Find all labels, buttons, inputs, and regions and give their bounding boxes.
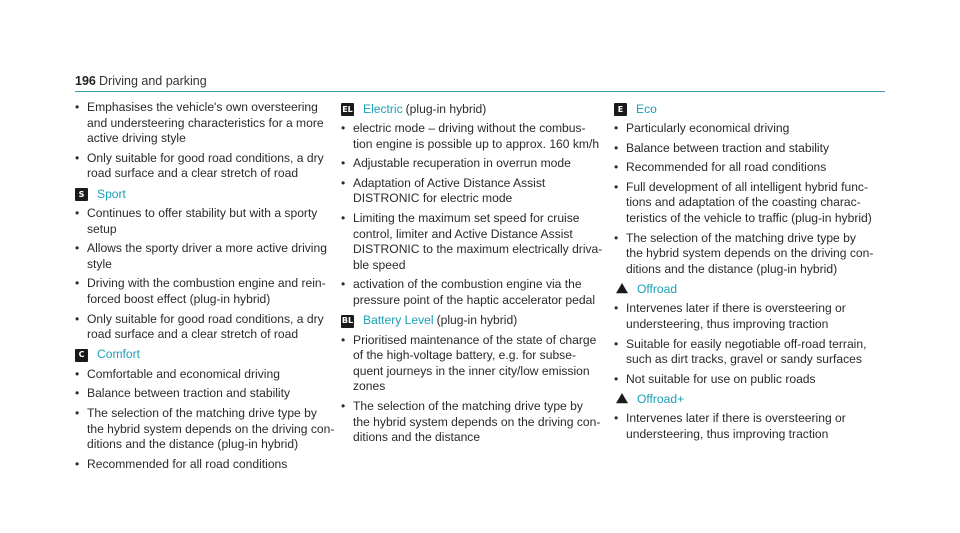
sport-mode-icon: S — [75, 188, 88, 201]
electric-mode-icon: EL — [341, 103, 354, 116]
mode-name: Sport — [97, 186, 126, 201]
column-3 — [614, 100, 876, 447]
list-item: • Intervenes later if there is oversteering or understeering, thus improving traction — [614, 301, 876, 332]
mode-heading-offroad-plus — [614, 391, 876, 408]
mode-heading-electric — [341, 101, 603, 118]
list-item: • Limiting the maximum set speed for cruise control, limiter and Active Distance Assist DISTRONIC to the maximum electrically driva-ble speed — [341, 211, 603, 273]
header-rule — [75, 91, 885, 92]
list-item: • Comfortable and economical driving — [75, 367, 337, 383]
list-item: • Continues to offer stability but with a sporty setup — [75, 206, 337, 237]
list-item: • electric mode – driving without the combus-tion engine is possible up to approx. 160 km/h — [341, 121, 603, 152]
list-item: • Driving with the combustion engine and rein-forced boost effect (plug-in hybrid) — [75, 276, 337, 307]
sport-list — [75, 206, 337, 343]
intro-list — [75, 100, 337, 182]
list-item: • Recommended for all road conditions — [75, 457, 337, 473]
mode-name: Electric — [363, 101, 403, 116]
mode-suffix: (plug-in hybrid) — [405, 101, 487, 116]
list-item: • activation of the combustion engine via the pressure point of the haptic accelerator pedal — [341, 277, 603, 308]
list-item: • Full development of all intelligent hybrid func-tions and adaptation of the coasting charac-teristics of the vehicle to traffic (plug-in hybrid) — [614, 180, 876, 227]
mode-heading-eco — [614, 101, 876, 118]
section-title: Driving and parking — [99, 74, 207, 88]
list-item: • Balance between traction and stability — [75, 386, 337, 402]
mode-name: Eco — [636, 101, 657, 116]
mode-heading-comfort — [75, 347, 337, 364]
list-item: • Only suitable for good road conditions, a dry road surface and a clear stretch of road — [75, 312, 337, 343]
mode-name: Comfort — [97, 347, 141, 362]
mode-name: Battery Level — [363, 313, 434, 328]
list-item: • Suitable for easily negotiable off-road terrain, such as dirt tracks, gravel or sandy surfaces — [614, 337, 876, 368]
column-2 — [341, 100, 603, 450]
list-item: • Balance between traction and stability — [614, 141, 876, 157]
offroad-mode-icon: ⛰ — [616, 281, 628, 298]
page-header — [75, 72, 885, 92]
list-item: • Adaptation of Active Distance Assist DISTRONIC for electric mode — [341, 176, 603, 207]
mode-heading-battery — [341, 313, 603, 330]
list-item: • Adjustable recuperation in overrun mode — [341, 156, 603, 172]
eco-list — [614, 121, 876, 277]
column-1 — [75, 100, 337, 476]
mode-suffix: (plug-in hybrid) — [436, 313, 518, 328]
page-number: 196 — [75, 74, 96, 88]
list-item: • Emphasises the vehicle's own oversteering and understeering characteristics for a more active driving style — [75, 100, 337, 147]
list-item: • The selection of the matching drive type by the hybrid system depends on the driving con-ditions and the distance — [341, 399, 603, 446]
list-item: • Allows the sporty driver a more active driving style — [75, 241, 337, 272]
list-item: • Not suitable for use on public roads — [614, 372, 876, 388]
offroad-plus-mode-icon: ⛰ — [616, 391, 628, 408]
comfort-list — [75, 367, 337, 473]
list-item: • Particularly economical driving — [614, 121, 876, 137]
battery-level-mode-icon: BL — [341, 315, 354, 328]
list-item: • Intervenes later if there is oversteering or understeering, thus improving traction — [614, 411, 876, 442]
mode-name: Offroad+ — [637, 392, 685, 407]
comfort-mode-icon: C — [75, 349, 88, 362]
offroad-plus-list — [614, 411, 876, 442]
list-item: • The selection of the matching drive type by the hybrid system depends on the driving con-ditions and the distance (plug-in hybrid) — [614, 231, 876, 278]
list-item: • Recommended for all road conditions — [614, 160, 876, 176]
battery-list — [341, 333, 603, 446]
electric-list — [341, 121, 603, 309]
list-item: • Prioritised maintenance of the state of charge of the high-voltage battery, e.g. for subse-quent journeys in the inner city/low emission zones — [341, 333, 603, 395]
mode-heading-offroad — [614, 281, 876, 298]
list-item: • The selection of the matching drive type by the hybrid system depends on the driving con-ditions and the distance (plug-in hybrid) — [75, 406, 337, 453]
mode-heading-sport — [75, 186, 337, 203]
mode-name: Offroad — [637, 282, 678, 297]
list-item: • Only suitable for good road conditions, a dry road surface and a clear stretch of road — [75, 151, 337, 182]
offroad-list — [614, 301, 876, 387]
eco-mode-icon: E — [614, 103, 627, 116]
